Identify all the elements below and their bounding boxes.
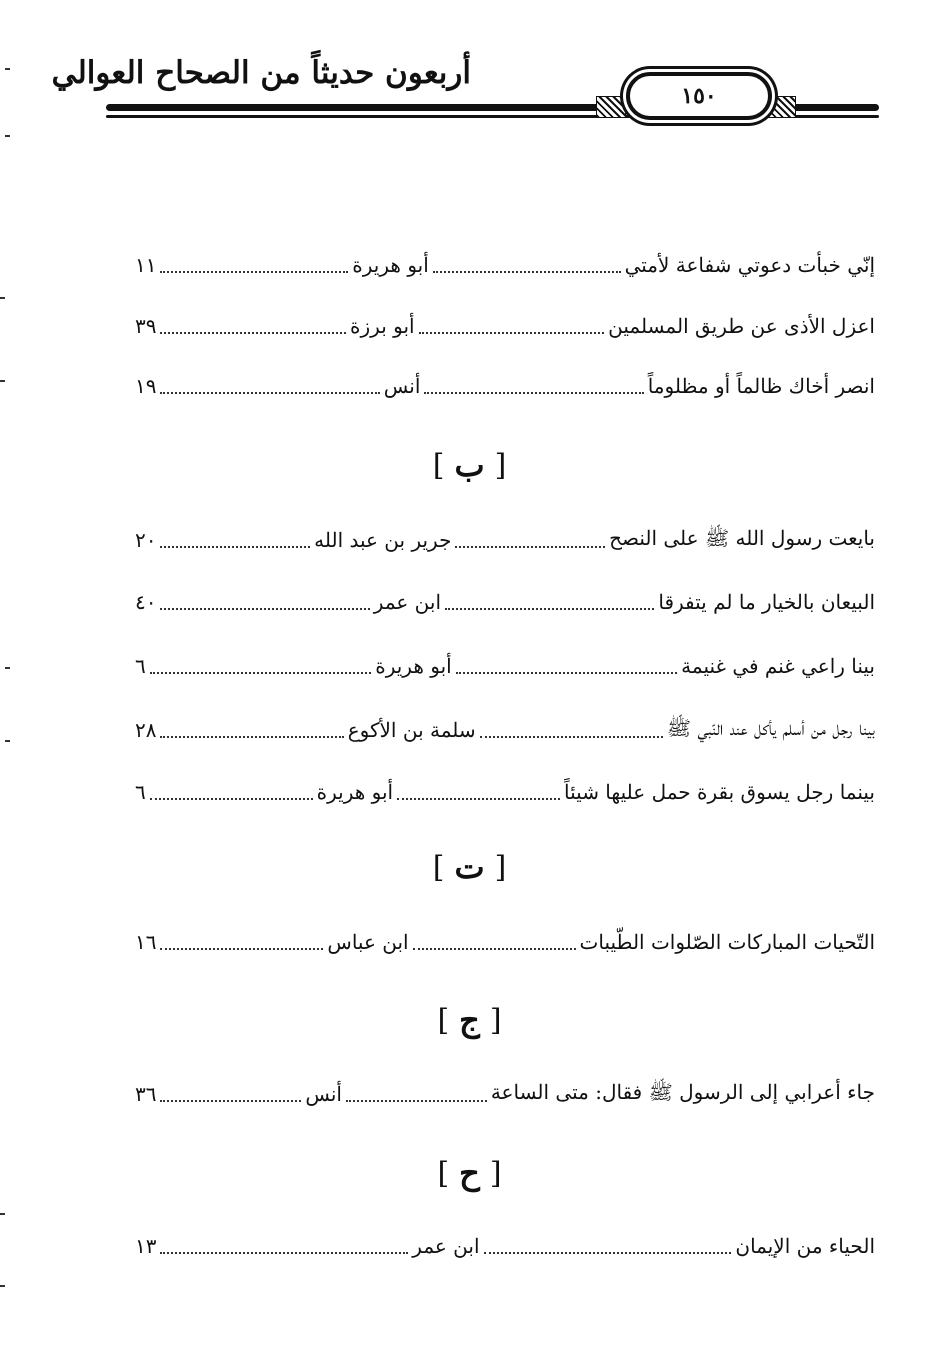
- scan-mark: [5, 135, 10, 137]
- index-entry: [135, 772, 875, 812]
- leader-dots: [419, 332, 605, 334]
- leader-dots: [160, 1100, 301, 1102]
- hadith-number: ١٣: [134, 1234, 157, 1258]
- index-entry: [135, 245, 875, 285]
- section-heading-ta: [ ت ]: [432, 848, 507, 886]
- narrator-name: أنس: [383, 374, 421, 398]
- scan-mark: [5, 68, 10, 70]
- hadith-number: ١١: [135, 253, 157, 277]
- narrator-name: أبو هريرة: [352, 253, 429, 277]
- scan-mark: [0, 1285, 5, 1287]
- section-letter: ت: [454, 848, 485, 886]
- leader-dots: [424, 392, 643, 394]
- hadith-number: ٦: [134, 780, 146, 804]
- section-letter: ج: [459, 1001, 480, 1039]
- leader-dots: [160, 1252, 408, 1254]
- page-number-badge: [626, 72, 772, 120]
- hadith-number: ١٦: [135, 930, 157, 954]
- hadith-text: بينما رجل يسوق بقرة حمل عليها شيئاً: [564, 780, 875, 804]
- index-entry: [135, 520, 875, 560]
- hadith-text: بينا رجل من أسلم يأكل عند النّبي ﷺ: [666, 715, 875, 740]
- index-entry: [135, 1074, 875, 1114]
- header-ornament-left: [596, 96, 626, 118]
- hadith-text: جاء أعرابي إلى الرسول ﷺ فقال: متى الساعة: [490, 1079, 875, 1104]
- narrator-name: جرير بن عبد الله: [314, 528, 452, 552]
- hadith-number: ٣٩: [134, 314, 157, 338]
- leader-dots: [346, 1100, 487, 1102]
- leader-dots: [484, 1252, 732, 1254]
- leader-dots: [445, 608, 654, 610]
- hadith-number: ٦: [135, 654, 146, 678]
- scan-mark: [0, 297, 5, 299]
- hadith-text: اعزل الأذى عن طريق المسلمين: [608, 314, 875, 338]
- leader-dots: [456, 672, 677, 674]
- index-entry: [135, 710, 875, 750]
- section-letter: ح: [459, 1154, 480, 1192]
- index-entry: [135, 922, 875, 962]
- index-entry: [135, 646, 875, 686]
- hadith-number: ٢٠: [135, 528, 157, 552]
- narrator-name: أبو هريرة: [375, 654, 452, 678]
- hadith-text: البيعان بالخيار ما لم يتفرقا: [658, 590, 875, 614]
- section-heading-jim: [ ج ]: [437, 1001, 502, 1039]
- leader-dots: [160, 271, 348, 273]
- hadith-text: بينا راعي غنم في غنيمة: [681, 654, 875, 678]
- index-entry: [135, 306, 875, 346]
- leader-dots: [160, 948, 323, 950]
- hadith-number: ٤٠: [134, 590, 157, 614]
- narrator-name: ابن عباس: [327, 930, 409, 954]
- narrator-name: ابن عمر: [373, 590, 442, 614]
- narrator-name: أبو برزة: [350, 314, 415, 338]
- leader-dots: [433, 271, 621, 273]
- narrator-name: سلمة بن الأكوع: [347, 718, 476, 742]
- narrator-name: أنس: [305, 1082, 342, 1106]
- leader-dots: [480, 736, 663, 738]
- hadith-number: ٢٨: [134, 718, 157, 742]
- leader-dots: [160, 392, 379, 394]
- leader-dots: [150, 798, 313, 800]
- hadith-text: انصر أخاك ظالماً أو مظلوماً: [647, 374, 875, 398]
- leader-dots: [455, 546, 605, 548]
- scan-mark: [5, 740, 10, 742]
- hadith-text: بايعت رسول الله ﷺ على النصح: [609, 525, 875, 550]
- index-entry: [135, 1226, 875, 1266]
- hadith-text: الحياء من الإيمان: [735, 1234, 875, 1258]
- section-heading-ha: [ ح ]: [437, 1154, 502, 1192]
- index-entry: [135, 582, 875, 622]
- hadith-text: إنّي خبأت دعوتي شفاعة لأمتي: [624, 253, 875, 277]
- hadith-text: التّحيات المباركات الصّلوات الطّيبات: [579, 930, 875, 954]
- narrator-name: ابن عمر: [412, 1234, 480, 1258]
- leader-dots: [160, 332, 346, 334]
- section-heading-ba: [ ب ]: [432, 446, 507, 484]
- index-entry: [135, 366, 875, 406]
- running-title: أربعون حديثاً من الصحاح العوالي: [51, 55, 471, 91]
- hadith-number: ١٩: [135, 374, 157, 398]
- leader-dots: [160, 608, 369, 610]
- leader-dots: [397, 798, 560, 800]
- scan-mark: [5, 667, 10, 669]
- section-letter: ب: [454, 446, 485, 484]
- leader-dots: [160, 546, 310, 548]
- leader-dots: [150, 672, 371, 674]
- hadith-number: ٣٦: [135, 1082, 157, 1106]
- leader-dots: [160, 736, 343, 738]
- leader-dots: [413, 948, 576, 950]
- scan-mark: [0, 1213, 5, 1215]
- narrator-name: أبو هريرة: [316, 780, 394, 804]
- header-rule-thin: [106, 115, 879, 118]
- scan-mark: [0, 380, 5, 382]
- page-number: ١٥٠: [681, 83, 717, 109]
